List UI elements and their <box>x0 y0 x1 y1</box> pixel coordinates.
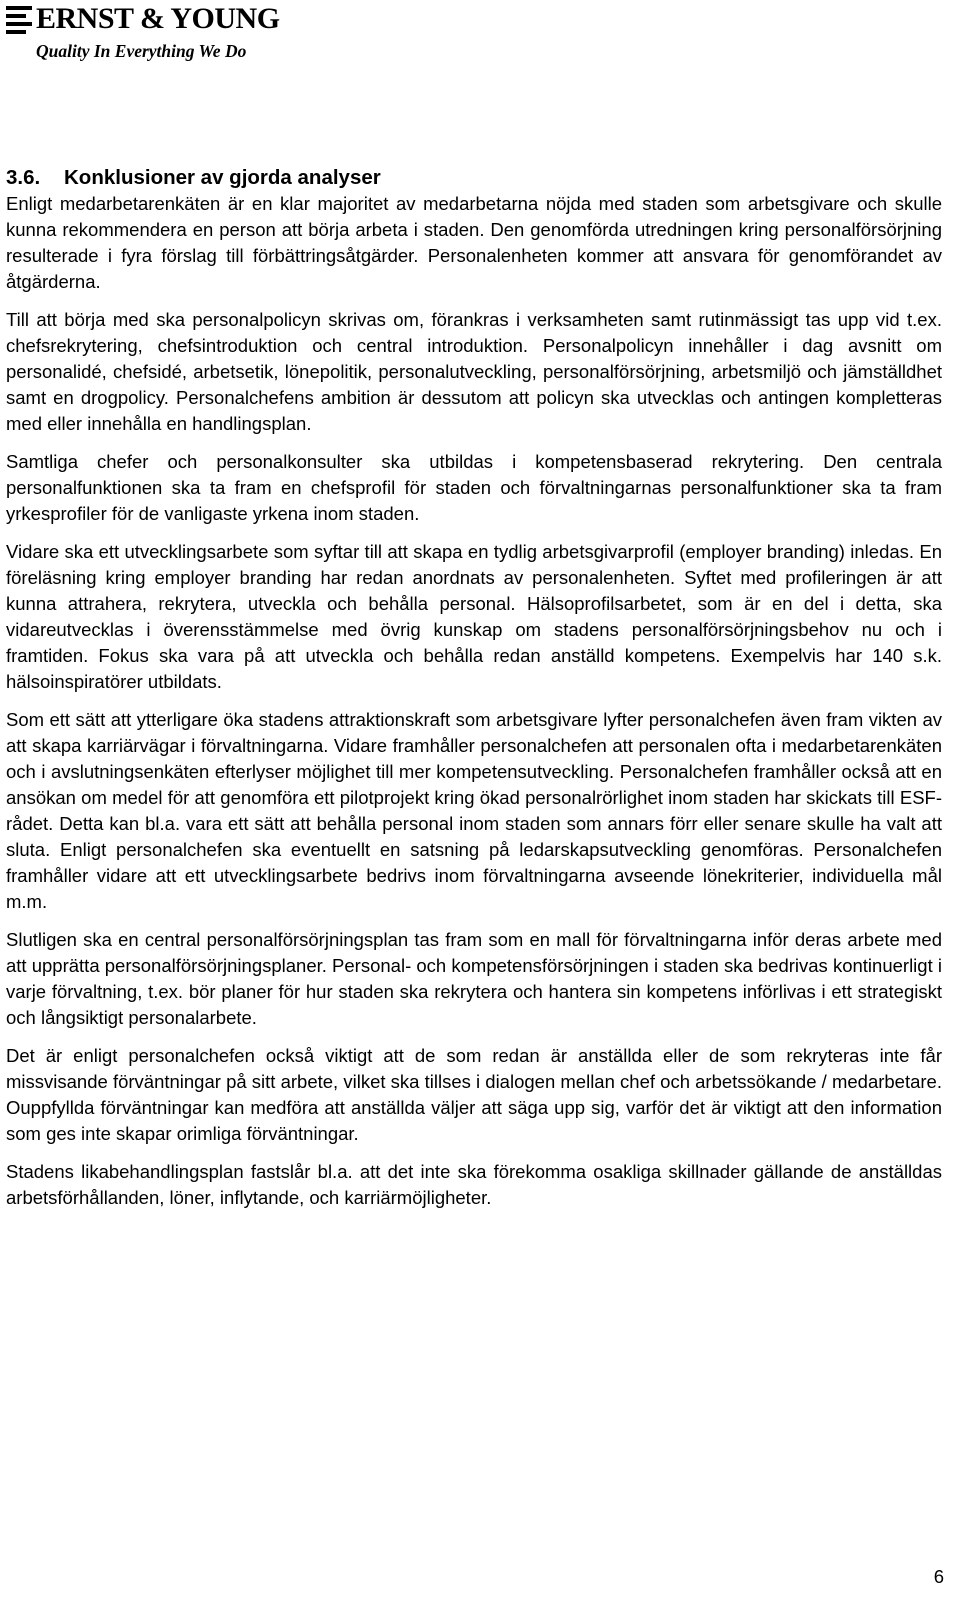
logo-company-name: ERNST & YOUNG <box>36 2 280 35</box>
paragraph: Som ett sätt att ytterligare öka stadens attraktionskraft som arbetsgivare lyfter personalchefen även fram vikten av att skapa karriärvägar i förvaltningarna. Vidare framhåller personalchefen att personalen ofta i medarbetarenkäten och i avslutningsenkäten efterlyser möjlighet till mer kompetensutveckling. Personalchefen framhåller också att en ansökan om medel för att genomföra ett pilotprojekt kring ökad personalrörlighet inom staden har skickats till ESF-rådet. Detta kan bl.a. vara ett sätt att behålla personal inom staden som annars förr eller senare skulle ha valt att sluta. Enligt personalchefen ska eventuellt en satsning på ledarskapsutveckling genomföras. Personalchefen framhåller vidare att ett utvecklingsarbete bedrivs inom förvaltningarna avseende lönekriterier, individuella mål m.m. <box>6 709 942 912</box>
company-logo <box>6 4 306 64</box>
logo-tagline: Quality In Everything We Do <box>36 41 247 61</box>
paragraph: Samtliga chefer och personalkonsulter ska utbildas i kompetensbaserad rekrytering. Den centrala personalfunktionen ska ta fram en chefsprofil för staden och förvaltningarnas personalfunktioner ska ta fram yrkesprofiler för de vanligaste yrkena inom staden. <box>6 451 942 524</box>
document-body <box>6 165 942 1223</box>
section-number: 3.6. <box>6 166 41 189</box>
paragraph: Vidare ska ett utvecklingsarbete som syftar till att skapa en tydlig arbetsgivarprofil (employer branding) inledas. En föreläsning kring employer branding har redan anordnats av personalenheten. Syftet med profileringen är att kunna attrahera, rekrytera, utveckla och behålla personal. Hälsoprofilsarbetet, som är en del i detta, ska vidareutvecklas i överensstämmelse med övrig kunskap om stadens personalförsörjningsbehov nu och i framtiden. Fokus ska vara på att utveckla och behålla redan anställd kompetens. Exempelvis har 140 s.k. hälsoinspiratörer utbildats. <box>6 541 942 692</box>
page-number: 6 <box>933 1566 944 1587</box>
paragraph: Slutligen ska en central personalförsörjningsplan tas fram som en mall för förvaltningarna inför deras arbete med att upprätta personalförsörjningsplaner. Personal- och kompetensförsörjningen i staden ska bedrivas kontinuerligt i varje förvaltning, t.ex. bör planer för hur staden ska rekrytera och hantera sin kompetens införlivas i ett strategiskt och långsiktigt personalarbete. <box>6 929 942 1028</box>
paragraph: Stadens likabehandlingsplan fastslår bl.a. att det inte ska förekomma osakliga skillnader gällande de anställdas arbetsförhållanden, löner, inflytande, och karriärmöjligheter. <box>6 1161 942 1208</box>
paragraph: Det är enligt personalchefen också viktigt att de som redan är anställda eller de som rekryteras inte får missvisande förväntningar på sitt arbete, vilket ska tillses i dialogen mellan chef och arbetssökande / medarbetare. Ouppfyllda förväntningar kan medföra att anställda väljer att säga upp sig, varför det är viktigt att den information som ges inte skapar orimliga förväntningar. <box>6 1045 942 1144</box>
paragraph: Till att börja med ska personalpolicyn skrivas om, förankras i verksamheten samt rutinmässigt tas upp vid t.ex. chefsrekrytering, chefsintroduktion och central introduktion. Personalpolicyn innehåller i dag avsnitt om personalidé, chefsidé, arbetsetik, lönepolitik, personalutveckling, personalförsörjning, arbetsmiljö och jämställdhet samt en drogpolicy. Personalchefens ambition är dessutom att policyn ska utvecklas och antingen kompletteras med eller innehålla en handlingsplan. <box>6 309 942 434</box>
section-heading <box>6 165 942 191</box>
logo-mark-icon <box>6 6 32 34</box>
paragraph: Enligt medarbetarenkäten är en klar majoritet av medarbetarna nöjda med staden som arbetsgivare och skulle kunna rekommendera en person att börja arbeta i staden. Den genomförda utredningen kring personalförsörjning resulterade i fyra förslag till förbättringsåtgärder. Personalenheten kommer att ansvara för genomförandet av åtgärderna. <box>6 193 942 292</box>
section-title: Konklusioner av gjorda analyser <box>64 166 381 189</box>
